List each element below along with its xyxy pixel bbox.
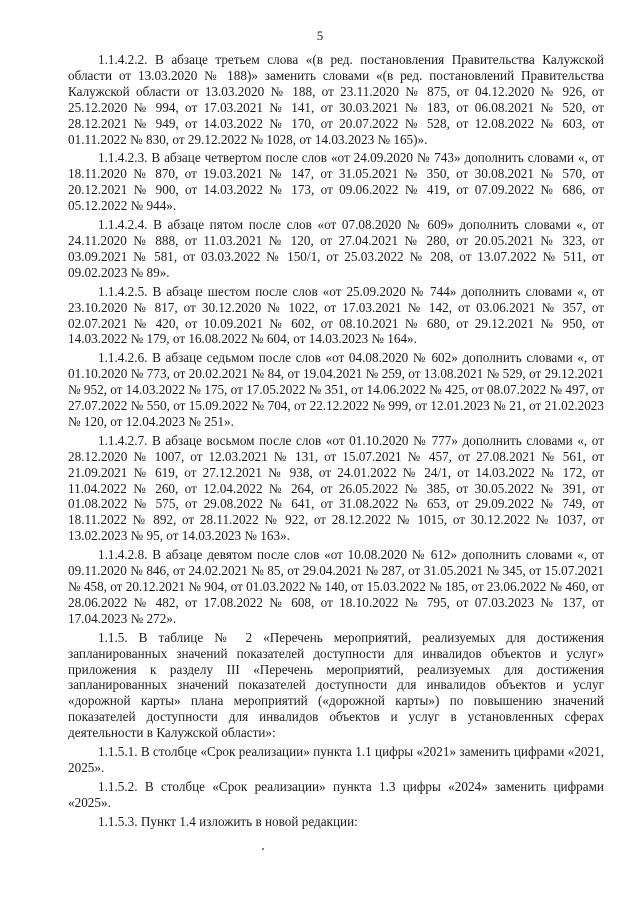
paragraph-1-1-5-3: 1.1.5.3. Пункт 1.4 изложить в новой редакции: <box>98 813 358 829</box>
paragraph-1-1-5-1: 1.1.5.1. В столбце «Срок реализации» пункта 1.1 цифры «2021» заменить цифрами «2021, 2025». <box>68 744 604 775</box>
paragraph-1-1-4-2-8: 1.1.4.2.8. В абзаце девятом после слов «от 10.08.2020 № 612» дополнить словами «, от 09.11.2020 № 846, от 24.02.2021 № 85, от 29.04.2021 № 287, от 31.05.2021 № 345, от 15.07.2021 № 458, от 20.12.2021 № 904, от 01.03.2022 № 140, от 15.03.2022 № 185, от 23.06.2022 № 460, от 28.06.2022 № 482, от 17.08.2022 № 608, от 18.10.2022 № 795, от 07.03.2023 № 137, от 17.04.2023 № 272». <box>68 547 604 626</box>
page-number: 5 <box>316 28 324 43</box>
paragraph-1-1-4-2-5: 1.1.4.2.5. В абзаце шестом после слов «от 25.09.2020 № 744» дополнить словами «, от 23.10.2020 № 817, от 30.12.2020 № 1022, от 17.03.2021 № 142, от 03.06.2021 № 357, от 02.07.2021 № 420, от 10.09.2021 № 602, от 08.10.2021 № 680, от 29.12.2021 № 950, от 14.03.2022 № 179, от 16.08.2022 № 604, от 14.03.2023 № 164». <box>68 283 604 347</box>
document-body <box>68 52 604 833</box>
paragraph-1-1-4-2-4: 1.1.4.2.4. В абзаце пятом после слов «от 07.08.2020 № 609» дополнить словами «, от 24.11.2020 № 888, от 11.03.2021 № 120, от 27.04.2021 № 280, от 20.05.2021 № 323, от 03.09.2021 № 581, от 03.03.2022 № 150/1, от 25.03.2022 № 208, от 13.07.2022 № 511, от 09.02.2023 № 89». <box>68 217 604 280</box>
paragraph-1-1-4-2-3: 1.1.4.2.3. В абзаце четвертом после слов «от 24.09.2020 № 743» дополнить словами «, от 18.11.2020 № 870, от 19.03.2021 № 147, от 31.05.2021 № 350, от 30.08.2021 № 570, от 20.12.2021 № 900, от 14.03.2022 № 173, от 09.06.2022 № 419, от 07.09.2022 № 686, от 05.12.2022 № 944». <box>68 150 604 214</box>
scan-speck <box>262 848 264 850</box>
paragraph-1-1-5-2: 1.1.5.2. В столбце «Срок реализации» пункта 1.3 цифры «2024» заменить цифрами «2025». <box>68 778 604 810</box>
paragraph-1-1-5: 1.1.5. В таблице № 2 «Перечень мероприятий, реализуемых для достижения запланированных значений показателей доступности для инвалидов объектов и услуг» приложения к разделу III «Перечень мероприятий, реализуемых для достижения запланированных значений показателей доступности для инвалидов объектов и услуг «дорожной карты» плана мероприятий («дорожной карты») по повышению значений показателей доступности для инвалидов объектов и услуг в установленных сферах деятельности в Калужской области»: <box>68 629 604 741</box>
paragraph-1-1-4-2-2: 1.1.4.2.2. В абзаце третьем слова «(в ред. постановления Правительства Калужской области от 13.03.2020 № 188)» заменить словами «(в ред. постановлений Правительства Калужской области от 13.03.2020 № 188, от 23.11.2020 № 875, от 04.12.2020 № 926, от 25.12.2020 № 994, от 17.03.2021 № 141, от 30.03.2021 № 183, от 06.08.2021 № 520, от 28.12.2021 № 949, от 14.03.2022 № 170, от 20.07.2022 № 528, от 12.08.2022 № 603, от 01.11.2022 № 830, от 29.12.2022 № 1028, от 14.03.2023 № 165)». <box>68 52 604 147</box>
paragraph-1-1-4-2-6: 1.1.4.2.6. В абзаце седьмом после слов «от 04.08.2020 № 602» дополнить словами «, от 01.10.2020 № 773, от 20.02.2021 № 84, от 19.04.2021 № 259, от 13.08.2021 № 529, от 29.12.2021 № 952, от 14.03.2022 № 175, от 17.05.2022 № 351, от 14.06.2022 № 425, от 08.07.2022 № 497, от 27.07.2022 № 550, от 15.09.2022 № 704, от 22.12.2022 № 999, от 12.01.2023 № 21, от 21.02.2023 № 120, от 12.04.2023 № 251». <box>68 350 604 429</box>
paragraph-1-1-4-2-7: 1.1.4.2.7. В абзаце восьмом после слов «от 01.10.2020 № 777» дополнить словами «, от 28.12.2020 № 1007, от 12.03.2021 № 131, от 15.07.2021 № 457, от 27.08.2021 № 561, от 21.09.2021 № 619, от 27.12.2021 № 938, от 24.01.2022 № 24/1, от 14.03.2022 № 172, от 11.04.2022 № 260, от 12.04.2022 № 264, от 26.05.2022 № 385, от 30.05.2022 № 391, от 01.08.2022 № 575, от 29.08.2022 № 641, от 31.08.2022 № 653, от 29.09.2022 № 749, от 18.11.2022 № 892, от 28.11.2022 № 922, от 28.12.2022 № 1015, от 30.12.2022 № 1037, от 13.02.2023 № 95, от 14.03.2023 № 163». <box>68 432 604 544</box>
